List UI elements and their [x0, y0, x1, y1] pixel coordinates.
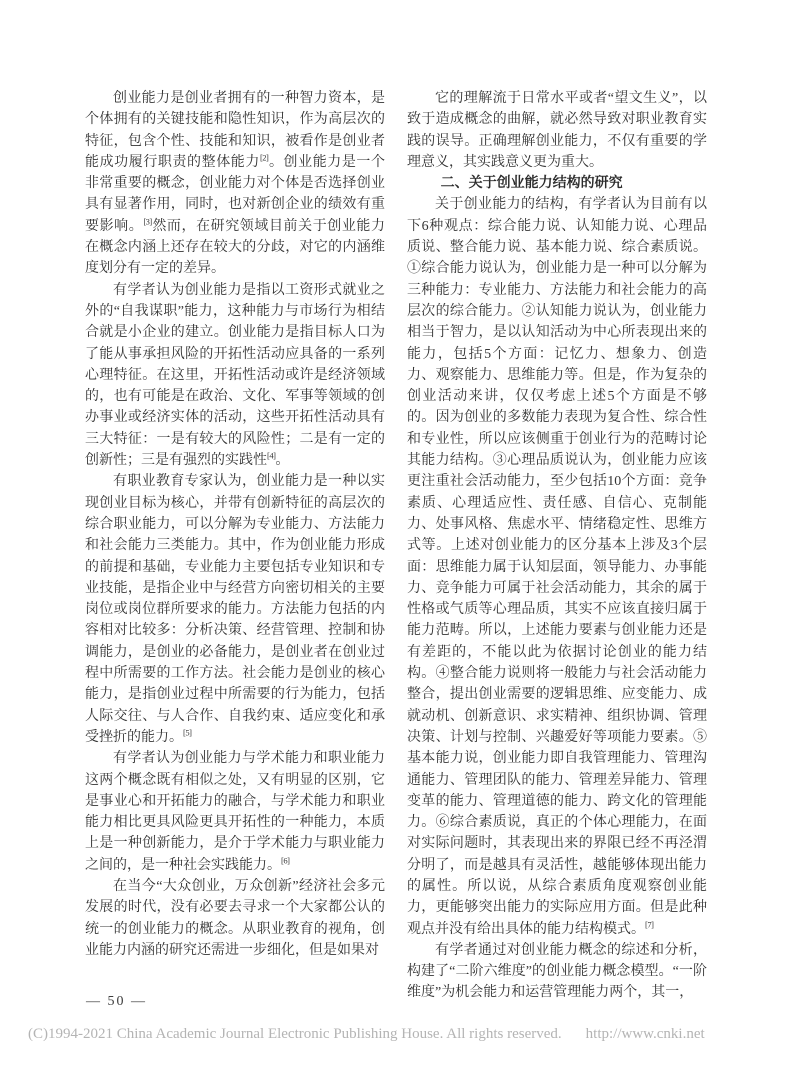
- reference-marker: [3]: [143, 216, 152, 227]
- paragraph: 它的理解流于日常水平或者“望文生义”，以致于造成概念的曲解，就必然导致对职业教育实践的误导。正确理解创业能力，不仅有重要的学理意义，其实践意义更为重大。: [407, 91, 707, 170]
- paragraph: 创业能力是创业者拥有的一种智力资本，是个体拥有的关键技能和隐性知识，作为高层次的特征，包含个性、技能和知识，被看作是创业者能成功履行职责的整体能力[2]。创业能力是一个非常重要的概念，创业能力对个体是否选择创业具有显著作用，同时，也对新创企业的绩效有重要影响。[3]然而，在研究领域目前关于创业能力在概念内涵上还存在较大的分歧，对它的内涵维度划分有一定的差异。: [85, 91, 386, 277]
- copyright-text: (C)1994-2021 China Academic Journal Electronic Publishing House. All rights reserved.: [28, 1026, 562, 1042]
- article-body: [85, 88, 707, 1004]
- paragraph: 在当今“大众创业，万众创新”经济社会多元发展的时代，没有必要去寻求一个大家都公认的统一的创业能力的概念。从职业教育的视角，创业能力内涵的研究还需进一步细化，但是如果对: [85, 878, 385, 958]
- copyright-footer: [28, 1026, 705, 1043]
- left-column: [85, 88, 385, 1004]
- reference-marker: [7]: [645, 918, 654, 929]
- paragraph: 有学者认为创业能力是指以工资形式就业之外的“自我谋职”能力，这种能力与市场行为相结合就是小企业的建立。创业能力是指目标人口为了能从事承担风险的开拓性活动应具备的一系列心理特征。在这里，开拓性活动或许是经济领域的，也有可能是在政治、文化、军事等领域的创办事业或经济实体的活动，这些开拓性活动具有三大特征：一是有较大的风险性；二是有一定的创新性；三是有强烈的实践性[4]。: [85, 282, 385, 469]
- right-column: [407, 88, 707, 1004]
- reference-marker: [5]: [183, 727, 192, 738]
- paragraph: 有学者通过对创业能力概念的综述和分析，构建了“二阶六维度”的创业能力概念模型。“一阶维度”为机会能力和运营管理能力两个，其一，: [407, 942, 707, 1001]
- paragraph: 关于创业能力的结构，有学者认为目前有以下6种观点：综合能力说、认知能力说、心理品质说、整合能力说、基本能力说、综合素质说。①综合能力说认为，创业能力是一种可以分解为三种能力：专业能力、方法能力和社会能力的高层次的综合能力。②认知能力说认为，创业能力相当于智力，是以认知活动为中心所表现出来的能力，包括5个方面：记忆力、想象力、创造力、观察能力、思维能力等。但是，作为复杂的创业活动来讲，仅仅考虑上述5个方面是不够的。因为创业的多数能力表现为复合性、综合性和专业性，所以应该侧重于创业行为的范畴讨论其能力结构。③心理品质说认为，创业能力应该更注重社会活动能力，至少包括10个方面：竞争素质、心理适应性、责任感、自信心、克制能力、处事风格、焦虑水平、情绪稳定性、思维方式等。上述对创业能力的区分基本上涉及3个层面：思维能力属于认知层面，领导能力、办事能力、竞争能力可属于社会活动能力，其余的属于性格或气质等心理品质，其实不应该直接归属于能力范畴。所以，上述能力要素与创业能力还是有差距的，不能以此为依据讨论创业的能力结构。④整合能力说则将一般能力与社会活动能力整合，提出创业需要的逻辑思维、应变能力、成就动机、创新意识、求实精神、组织协调、管理决策、计划与控制、兴趣爱好等项能力要素。⑤基本能力说，创业能力即自我管理能力、管理沟通能力、管理团队的能力、管理差异能力、管理变革的能力、管理道德的能力、跨文化的管理能力。⑥综合素质说，真正的个体心理能力，在面对实际问题时，其表现出来的界限已经不再泾渭分明了，而是越具有灵活性，越能够体现出能力的属性。所以说，从综合素质角度观察创业能力，更能够突出能力的实际应用方面。但是此种观点并没有给出具体的能力结构模式。[7]: [407, 197, 707, 937]
- paragraph: 有职业教育专家认为，创业能力是一种以实现创业目标为核心，并带有创新特征的高层次的综合职业能力，可以分解为专业能力、方法能力和社会能力三类能力。其中，作为创业能力形成的前提和基础，专业能力主要包括专业知识和专业技能，是指企业中与经营方向密切相关的主要岗位或岗位群所要求的能力。方法能力包括的内容相对比较多：分析决策、经营管理、控制和协调能力，是创业的必备能力，是创业者在创业过程中所需要的工作方法。社会能力是创业的核心能力，是指创业过程中所需要的行为能力，包括人际交往、与人合作、自我约束、适应变化和承受挫折的能力。[5]: [85, 474, 385, 745]
- reference-marker: [2]: [259, 152, 269, 163]
- cnki-url-text: http://www.cnki.net: [585, 1026, 705, 1042]
- section-heading: 二、关于创业能力结构的研究: [440, 176, 623, 192]
- paragraph: 有学者认为创业能力与学术能力和职业能力这两个概念既有相似之处，又有明显的区别，它是事业心和开拓能力的融合，与学术能力和职业能力相比更具风险更具开拓性的一种能力，本质上是一种创新能力，是介于学术能力与职业能力之间的，是一种社会实践能力。[6]: [85, 751, 385, 873]
- page-number: — 50 —: [86, 994, 147, 1009]
- reference-marker: [6]: [281, 855, 290, 866]
- reference-marker: [4]: [267, 450, 276, 461]
